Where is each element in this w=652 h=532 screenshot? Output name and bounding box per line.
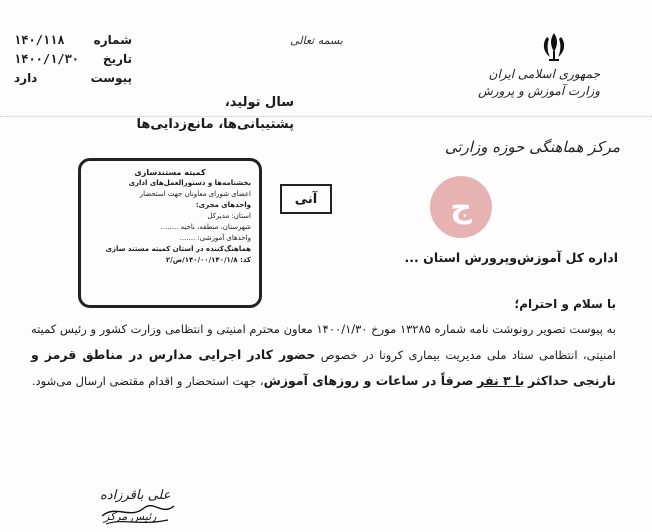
- urgent-badge: آنی: [280, 184, 332, 214]
- documentation-stamp: [78, 158, 262, 308]
- stamp-line3: واحدهای مجری:: [195, 201, 251, 209]
- year-slogan: [136, 92, 294, 136]
- number-label: شماره: [93, 32, 132, 47]
- attachment-row: [14, 68, 132, 87]
- body-bold-underline: با ۳ نفر: [477, 373, 525, 388]
- date-label: تاریخ: [102, 51, 132, 66]
- center-name: مرکز هماهنگی حوزه وزارتی: [444, 138, 620, 156]
- number-row: [14, 30, 132, 49]
- basmala: بسمه تعالی: [290, 34, 343, 47]
- date-row: [14, 49, 132, 68]
- stamp-line2: اعضای شورای معاونان جهت استحضار: [139, 190, 251, 198]
- letter-meta: [14, 30, 132, 87]
- iran-emblem-icon: [538, 30, 570, 64]
- stamp-line1: بخشنامه‌ها و دستورالعمل‌های اداری: [128, 179, 251, 187]
- header-separator: [0, 116, 652, 117]
- attachment-label: پیوست: [90, 70, 132, 85]
- watermark-glyph-icon: ج: [450, 189, 472, 225]
- stamp-line5: شهرستان، منطقه، ناحیه ........: [160, 223, 251, 231]
- body-part1: به پیوست تصویر رونوشت نامه شماره ۱۳۲۸۵ مورخ ۱۴۰۰/۱/۳۰ معاون محترم امنیتی و انتظامی وزارت کشور و رئیس کمیته امنیتی، انتظامی ستاد ملی مدیریت بیماری کرونا در خصوص: [31, 322, 617, 362]
- stamp-line4: استان: مدیرکل: [207, 212, 251, 220]
- body-bold1: حضور کادر اجرایی مدارس در مناطق قرمز و نارنجی حداکثر: [31, 347, 616, 388]
- signer-name: علی باقرزاده: [100, 488, 171, 503]
- body-bold2: صرفاً در ساعات و روزهای آموزش: [263, 373, 474, 388]
- greeting: با سلام و احترام؛: [514, 297, 616, 311]
- recipient: اداره کل آموزش‌وپرورش استان ...: [404, 250, 618, 265]
- stamp-line7: هماهنگ‌کننده در استان کمیته مستند سازی: [105, 245, 251, 253]
- stamp-line8: کد: ۱۴۰/۰۰/۱۴۰/۱/۸/ص/۲: [165, 256, 251, 264]
- signer-title: رئیس مرکز: [104, 510, 157, 523]
- letter-body: [31, 316, 616, 394]
- body-part2: ، جهت استحضار و اقدام مقتضی ارسال می‌شود.: [31, 374, 264, 388]
- number-value: ۱۴۰/۱۱۸: [14, 32, 65, 47]
- stamp-line6: واحدهای آموزشی: .......: [179, 234, 251, 242]
- ministry-line1: جمهوری اسلامی ایران: [488, 67, 600, 81]
- stamp-title: کمیته مستندسازی: [134, 168, 206, 177]
- attachment-value: دارد: [14, 70, 38, 85]
- watermark-logo-icon: [430, 176, 492, 238]
- date-value: ۱۴۰۰/۱/۳۰: [14, 51, 80, 66]
- slogan-line2: پشتیبانی‌ها، مانع‌زدایی‌ها: [136, 117, 294, 132]
- slogan-line1: سال تولید،: [224, 95, 294, 110]
- ministry-line2: وزارت آموزش و پرورش: [478, 84, 600, 98]
- ministry-name: [478, 66, 600, 100]
